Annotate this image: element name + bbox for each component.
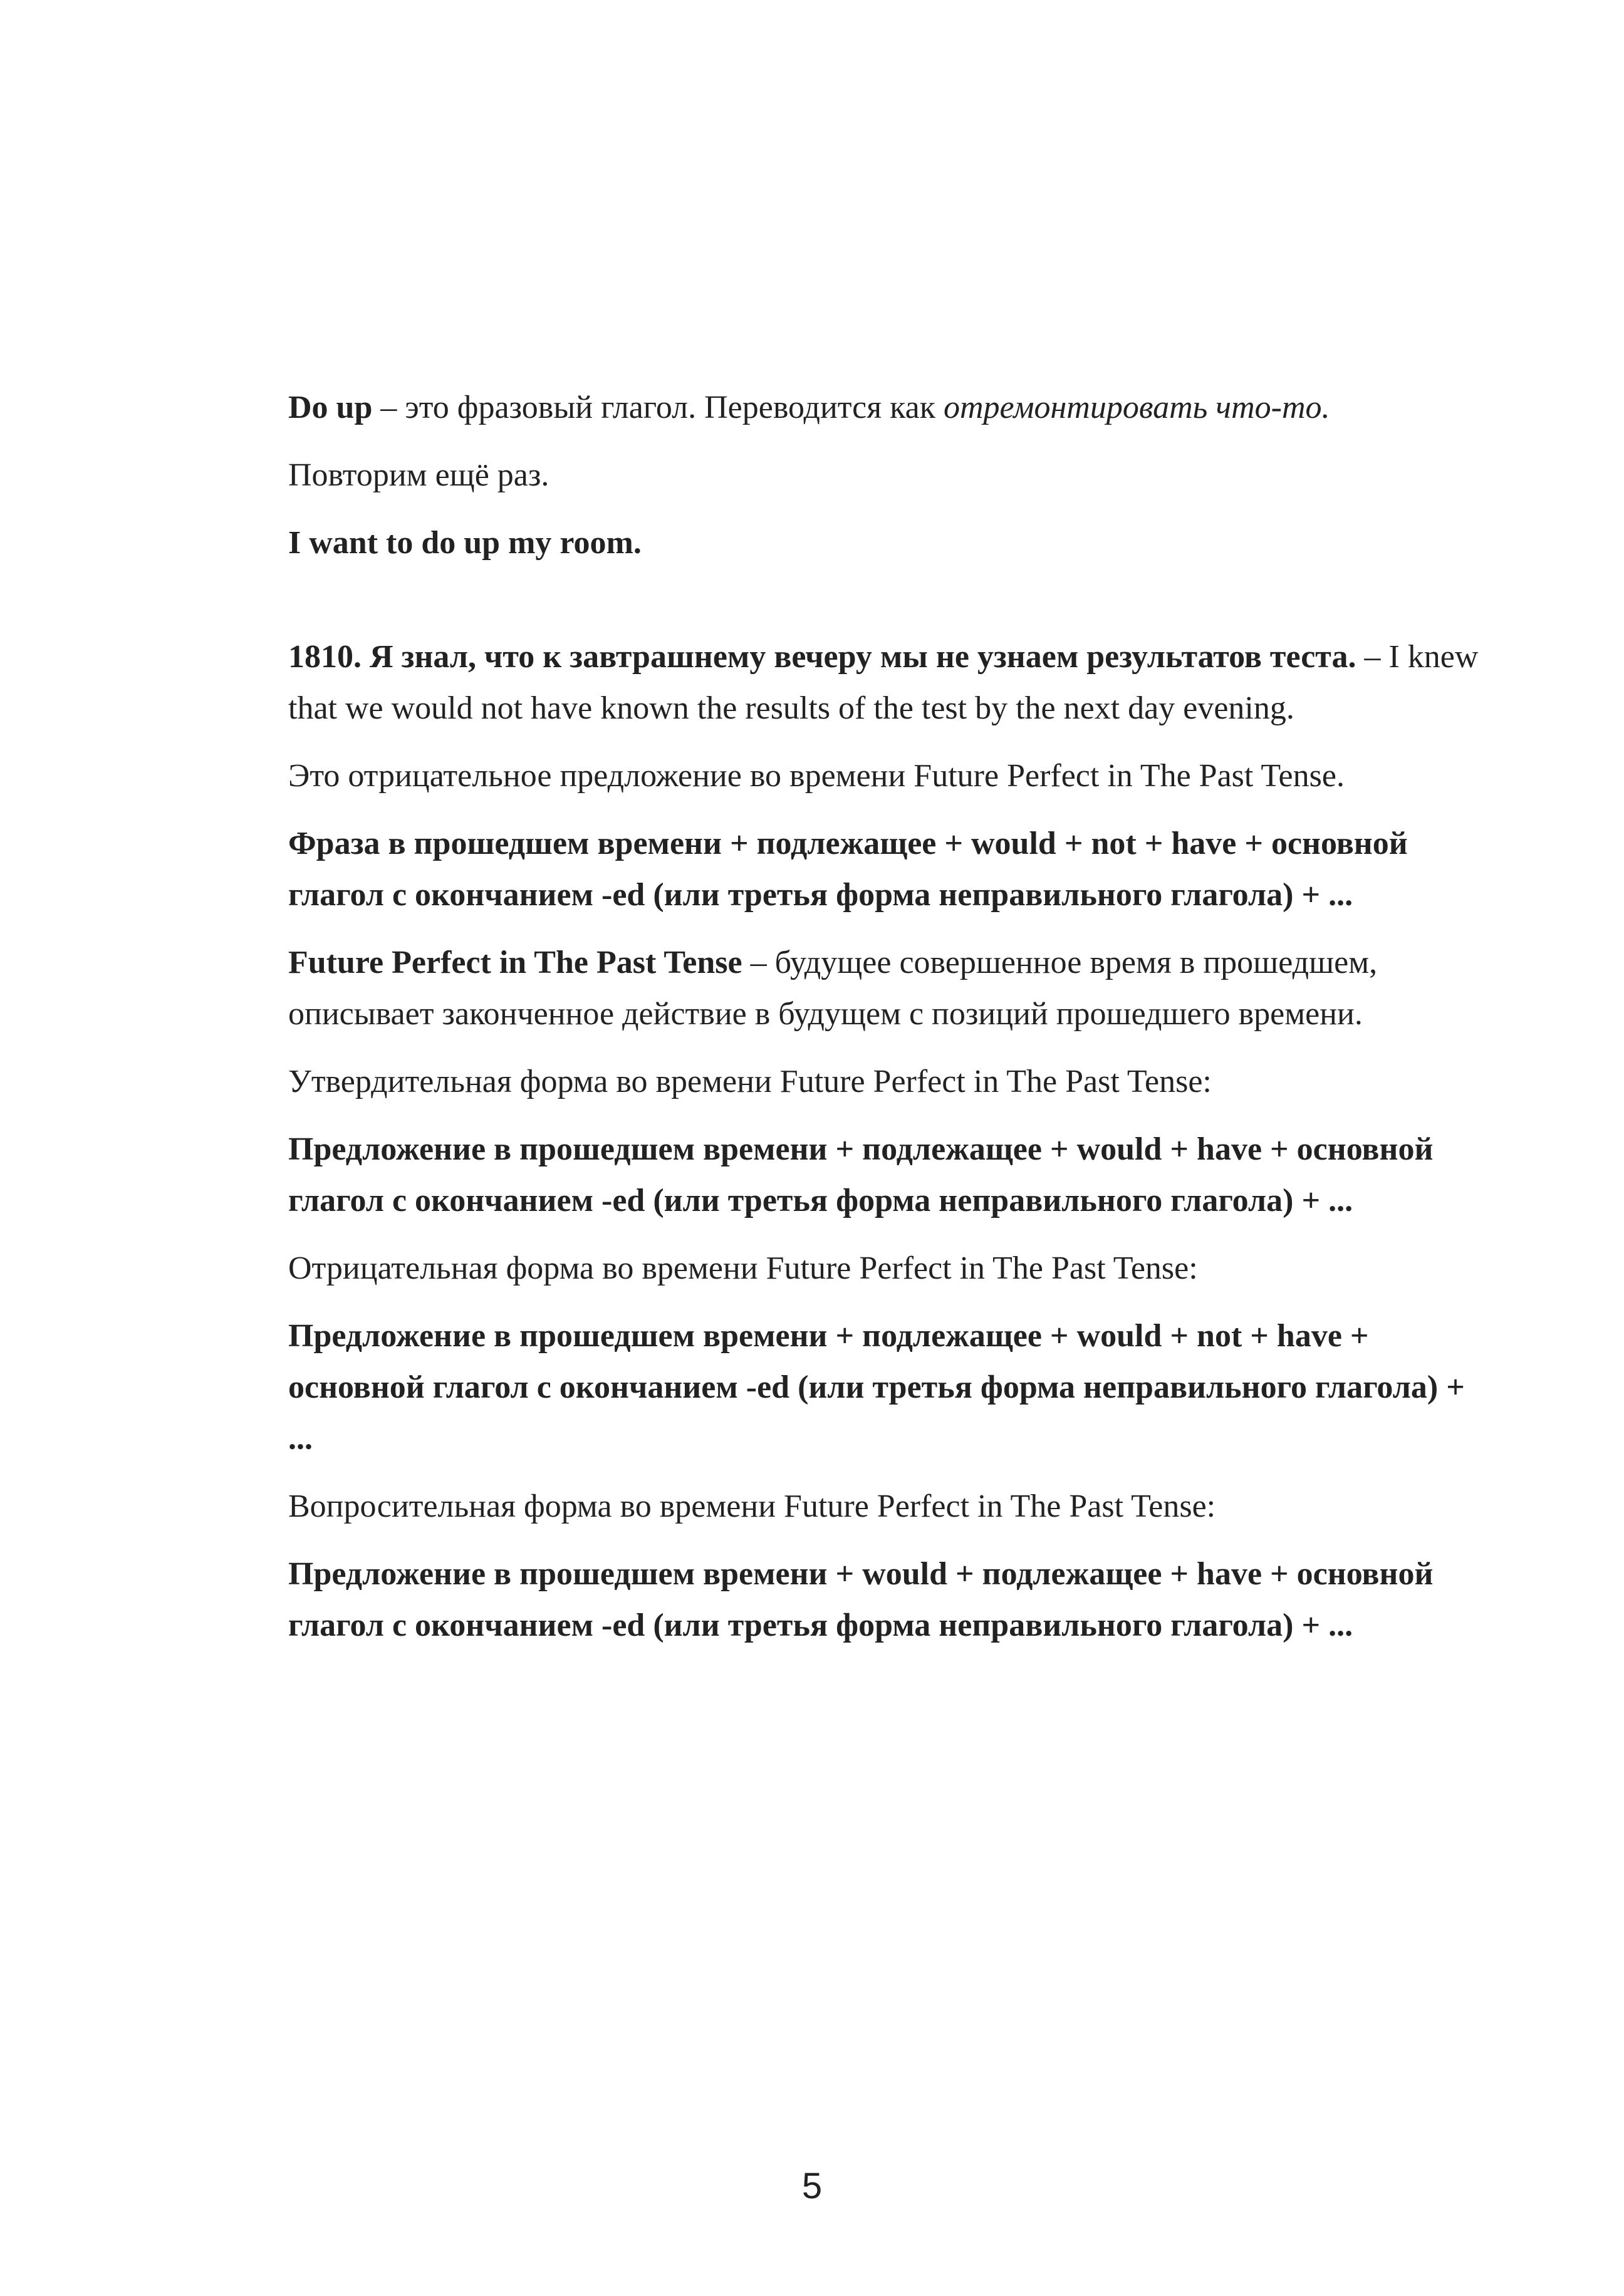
formula-interrogative: Предложение в прошедшем времени + would + подлежащее + have + основной глагол с окончанием -ed (или третья форма неправильного глагола) + ... (288, 1556, 1434, 1643)
translation-italic: отремонтировать что-то. (943, 390, 1330, 425)
document-body (288, 382, 1479, 1668)
paragraph-do-up-definition (288, 382, 1479, 434)
page-number: 5 (801, 2166, 823, 2206)
paragraph-tense-note: Это отрицательное предложение во времени Future Perfect in The Past Tense. (288, 758, 1345, 794)
term-do-up: Do up (288, 390, 373, 425)
term-future-perfect-in-past: Future Perfect in The Past Tense (288, 945, 742, 980)
exercise-1810 (288, 631, 1479, 734)
definition-text: – это фразовый глагол. Переводится как (372, 390, 944, 425)
heading-negative-form: Отрицательная форма во времени Future Perfect in The Past Tense: (288, 1250, 1198, 1286)
paragraph-tense-definition (288, 937, 1479, 1040)
heading-interrogative-form: Вопросительная форма во времени Future Perfect in The Past Tense: (288, 1488, 1216, 1524)
tense-definition-text: – будущее совершенное время в прошедшем, описывает законченное действие в будущем с позиций прошедшего времени. (288, 945, 1378, 1032)
heading-affirmative-form: Утвердительная форма во времени Future Perfect in The Past Tense: (288, 1064, 1212, 1099)
formula-affirmative: Предложение в прошедшем времени + подлежащее + would + have + основной глагол с окончанием -ed (или третья форма неправильного глагола) + ... (288, 1131, 1434, 1218)
formula-negative-phrase: Фраза в прошедшем времени + подлежащее + would + not + have + основной глагол с окончанием -ed (или третья форма неправильного глагола) + ... (288, 826, 1408, 913)
formula-negative: Предложение в прошедшем времени + подлежащее + would + not + have + основной глагол с окончанием -ed (или третья форма неправильного глагола) + ... (288, 1318, 1465, 1457)
example-sentence: I want to do up my room. (288, 525, 642, 561)
paragraph-repeat: Повторим ещё раз. (288, 457, 549, 493)
exercise-1810-english: – I knew that we would not have known the results of the test by the next day evening. (288, 639, 1479, 726)
exercise-1810-russian: 1810. Я знал, что к завтрашнему вечеру мы не узнаем результатов теста. (288, 639, 1356, 675)
